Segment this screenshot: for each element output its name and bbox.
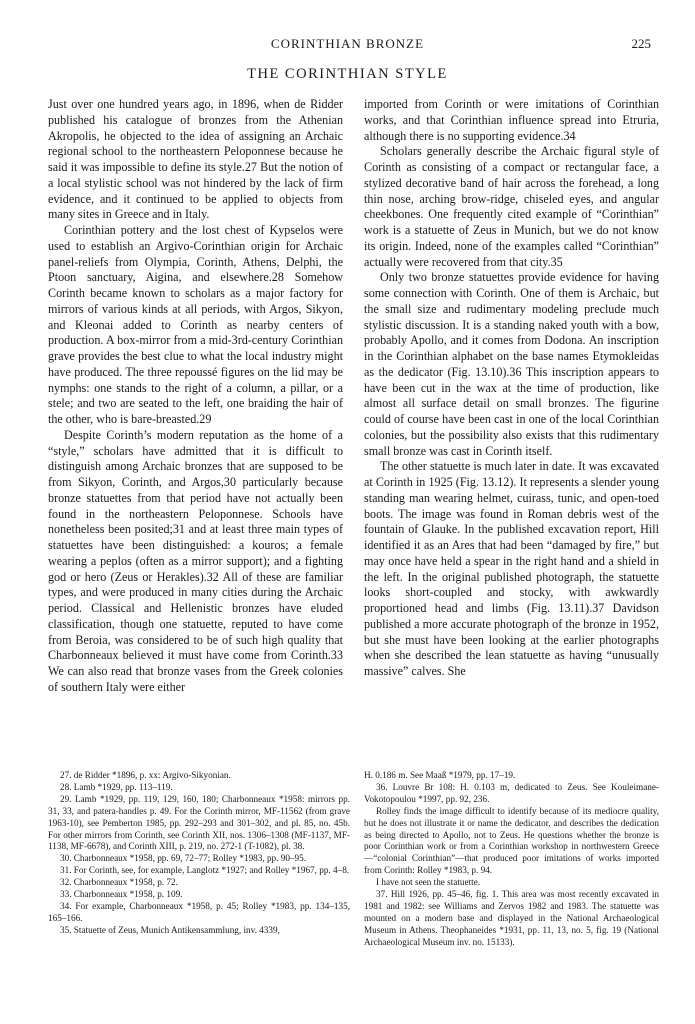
paragraph: Only two bronze statuettes provide evidence for having some connection with Corinth. One of them is Archaic, but the small size and rudimentary modeling preclude much stylistic discussion. It is a standing naked youth with a bow, probably Apollo, and it comes from Dodona. An inscription in the Corinthian alphabet on the base names Etymokleidas as the dedicator (Fig. 13.10).36 This inscription appears to have been cut in the wax at the time of production, like almost all surface detail on small bronzes. The figurine could of course have been cast in one of the local Corinthian colonies, but the possibility also exists that this rudimentary small bronze was cast in Corinth itself. xyxy=(364,270,659,458)
footnote: 36. Louvre Br 108: H. 0.103 m, dedicated to Zeus. See Kouleimane-Vokotopoulou *1997, pp. 92, 236. xyxy=(364,781,659,804)
footnotes-left xyxy=(48,770,350,937)
paragraph: The other statuette is much later in date. It was excavated at Corinth in 1925 (Fig. 13.12). It represents a slender young standing man wearing helmet, cuirass, tunic, and open-toed boots. The image was found in Roman debris west of the fountain of Glauke. In the published excavation report, Hill identified it as an Ares that had been “damaged by fire,” but may once have held a spear in the right hand and a shield in the left. In the original published photograph, the statuette looks short-coupled and stocky, with awkwardly proportioned head and limbs (Fig. 13.11).37 Davidson published a more accurate photograph of the bronze in 1952, but she must have been looking at the earlier photographs when she described the lean statuette as having “unusually massive” calves. She xyxy=(364,459,659,678)
paragraph: Despite Corinth’s modern reputation as the home of a “style,” scholars have admitted that it is difficult to distinguish among Archaic bronzes that are supposed to be from Sikyon, Corinth, and Argos,30 particularly because bronze statuettes from that period have not actually been found in the northeastern Peloponnese. Schools have nonetheless been posited;31 and at least three main types of statuettes have been distinguished: a kouros; a female wearing a peplos (often as a mirror support); and a fighting god or hero (Zeus or Herakles).32 All of these are familiar types, and were produced in many cities during the Archaic period. Classical and Hellenistic bronzes have eluded classification, though one statuette, reputed to have come from Beroia, was considered to be of such high quality that Charbonneaux believed it must have come from Corinth.33 We can also read that bronze vases from the Greek colonies of southern Italy were either xyxy=(48,427,343,694)
body-column-right xyxy=(364,97,659,680)
footnote: 32. Charbonneaux *1958, p. 72. xyxy=(60,877,178,888)
footnote: 35. Statuette of Zeus, Munich Antikensammlung, inv. 4339, xyxy=(60,924,280,935)
running-head: CORINTHIAN BRONZE xyxy=(270,36,425,51)
page-header xyxy=(0,36,695,56)
footnote: H. 0.186 m. See Maaß *1979, pp. 17–19. xyxy=(364,770,516,780)
paragraph: Just over one hundred years ago, in 1896, when de Ridder published his catalogue of bronzes from the Athenian Akropolis, he objected to the idea of assigning an Archaic regional school to the northeastern Peloponnese because he said it was impossible to define its style.27 But the notion of a local stylistic school was not hindered by the lack of firm evidence, and it continued to be applied to objects from many sites in Greece and in Italy. xyxy=(48,97,343,222)
footnote: 37. Hill 1926, pp. 45–46, fig. 1. This area was most recently excavated in 1981 and 1982: see Williams and Zervos 1982 and 1983. The statuette was mounted on a modern base and displayed in the National Archaeological Museum in Athens. Theophaneides *1931, pp. 11, 13, no. 5, fig. 19 (National Archaeological Museum inv. no. 15133). xyxy=(364,889,659,947)
page-number: 225 xyxy=(631,36,651,51)
footnote: 29. Lamb *1929, pp. 119, 129, 160, 180; Charbonneaux *1958: mirrors pp. 31, 33, and patera-handles p. 49. For the Corinth mirror, MF-11562 (from grave 1963-10), see Pemberton 1985, pp. 292–293 and 301–302, and pl. 85, no. 45b. For other mirrors from Corinth, see Corinth XII, nos. 1306–1308 (MF-1137, MF-1138, MF-6678), and Corinth XIII, p. 219, no. 272-1 (T-1082), pl. 38. xyxy=(48,793,350,852)
footnote: 27. de Ridder *1896, p. xx: Argivo-Sikyonian. xyxy=(60,770,231,780)
footnote: I have not seen the statuette. xyxy=(376,877,481,888)
footnote: 28. Lamb *1929, pp. 113–119. xyxy=(60,781,173,792)
section-title: THE CORINTHIAN STYLE xyxy=(247,66,448,82)
paragraph: Scholars generally describe the Archaic figural style of Corinth as consisting of a compact or rectangular face, a stylized decorative band of hair across the forehead, a long thin nose, arching brow-ridge, chiseled eyes, and angular cheekbones. One frequently cited example of “Corinthian” work is a statuette of Zeus in Munich, but we do not know its origin. Indeed, none of the examples called “Corinthian” actually were recovered from that city.35 xyxy=(364,144,659,269)
footnote: 30. Charbonneaux *1958, pp. 69, 72–77; Rolley *1983, pp. 90–95. xyxy=(60,853,307,864)
paragraph: Corinthian pottery and the lost chest of Kypselos were used to establish an Argivo-Corinthian origin for Archaic panel-reliefs from Olympia, Corinth, Athens, Delphi, the Ptoon sanctuary, Aigina, and elsewhere.28 Somehow Corinth became known to scholars as a major factory for mirrors of various kinds at all periods, with Argos, Sikyon, and Kleonai added to Corinth as nearby centers of production. A box-mirror from a mid-3rd-century Corinthian grave provides the best clue to what the local industry might have produced. The three repoussé figures on the lid may be nymphs: one stands to the right of a column, a pillar, or a stele; and two are seated to the left, one braiding the hair of the other, who is bare-breasted.29 xyxy=(48,223,343,426)
footnote: 31. For Corinth, see, for example, Langlotz *1927; and Rolley *1967, pp. 4–8. xyxy=(60,865,350,876)
footnote: 33. Charbonneaux *1958, p. 109. xyxy=(60,889,183,900)
body-column-left xyxy=(48,97,343,696)
paragraph: imported from Corinth or were imitations of Corinthian works, and that Corinthian influence spread into Etruria, although there is no supporting evidence.34 xyxy=(364,97,659,143)
footnote: Rolley finds the image difficult to identify because of its mediocre quality, but he does not illustrate it or name the dedicator, and describes the dedication as being directed to Apollo, not to Zeus. He questions whether the bronze is poor Corinthian work or from a Corinthian workshop in northwestern Greece—“colonial Corinthian”—that produced poor imitations of works imported from Corinth: Rolley *1983, p. 94. xyxy=(364,805,659,876)
footnote: 34. For example, Charbonneaux *1958, p. 45; Rolley *1983, pp. 134–135, 165–166. xyxy=(48,900,350,923)
footnotes-right xyxy=(364,770,659,949)
